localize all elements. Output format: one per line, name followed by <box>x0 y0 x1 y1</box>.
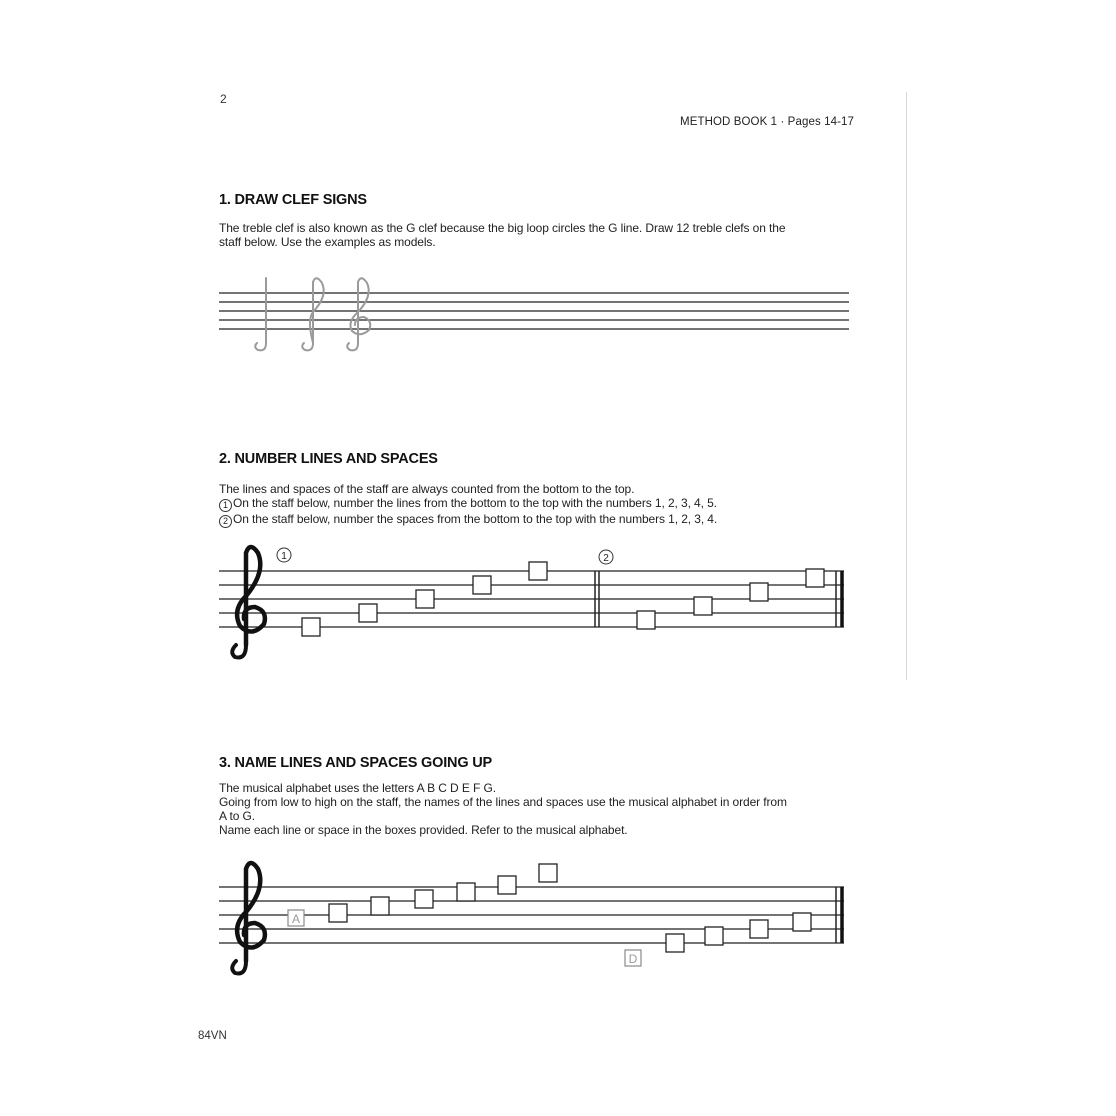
treble-clef-icon <box>232 863 265 974</box>
marker-1-label: 1 <box>281 551 287 562</box>
ex3-line-2: Going from low to high on the staff, the names of the lines and spaces use the musical alphabet in order from <box>219 795 787 809</box>
ex2-title: 2. NUMBER LINES AND SPACES <box>219 451 438 467</box>
answer-box-rising-2[interactable] <box>371 897 389 915</box>
example-box-a <box>288 910 304 926</box>
marker-2-label: 2 <box>603 553 609 564</box>
ex3-line-3: A to G. <box>219 809 255 823</box>
ex2-step-2-text: On the staff below, number the spaces from the bottom to the top with the numbers 1, 2, 3, 4. <box>233 512 718 526</box>
example-box-d-label: D <box>628 952 638 966</box>
ex1-line-2: staff below. Use the examples as models. <box>219 235 436 249</box>
answer-box-rising-3[interactable] <box>415 890 433 908</box>
footer-code: 84VN <box>198 1030 227 1042</box>
step-1-circle-icon: 1 <box>219 499 232 512</box>
example-box-d <box>625 950 641 966</box>
answer-box-rising-6[interactable] <box>539 864 557 882</box>
answer-box-second-run-3[interactable] <box>750 920 768 938</box>
ex1-title: 1. DRAW CLEF SIGNS <box>219 192 367 208</box>
answer-box-rising-1[interactable] <box>329 904 347 922</box>
ex2-step-1-text: On the staff below, number the lines from the bottom to the top with the numbers 1, 2, 3, 4, 5. <box>233 496 717 510</box>
page-number: 2 <box>220 92 227 106</box>
ex3-line-1: The musical alphabet uses the letters A B C D E F G. <box>219 781 496 795</box>
ex3-line-4: Name each line or space in the boxes provided. Refer to the musical alphabet. <box>219 823 628 837</box>
ex2-intro: The lines and spaces of the staff are always counted from the bottom to the top. <box>219 482 635 496</box>
running-head: METHOD BOOK 1 · Pages 14-17 <box>680 116 854 128</box>
answer-box-second-run-4[interactable] <box>793 913 811 931</box>
answer-box-rising-5[interactable] <box>498 876 516 894</box>
ex1-line-1: The treble clef is also known as the G clef because the big loop circles the G line. Draw 12 treble clefs on the <box>219 221 786 235</box>
ex3-title: 3. NAME LINES AND SPACES GOING UP <box>219 755 492 771</box>
example-box-a-label: A <box>291 912 301 926</box>
step-2-circle-icon: 2 <box>219 515 232 528</box>
answer-box-second-run-1[interactable] <box>666 934 684 952</box>
answer-box-second-run-2[interactable] <box>705 927 723 945</box>
answer-box-rising-4[interactable] <box>457 883 475 901</box>
